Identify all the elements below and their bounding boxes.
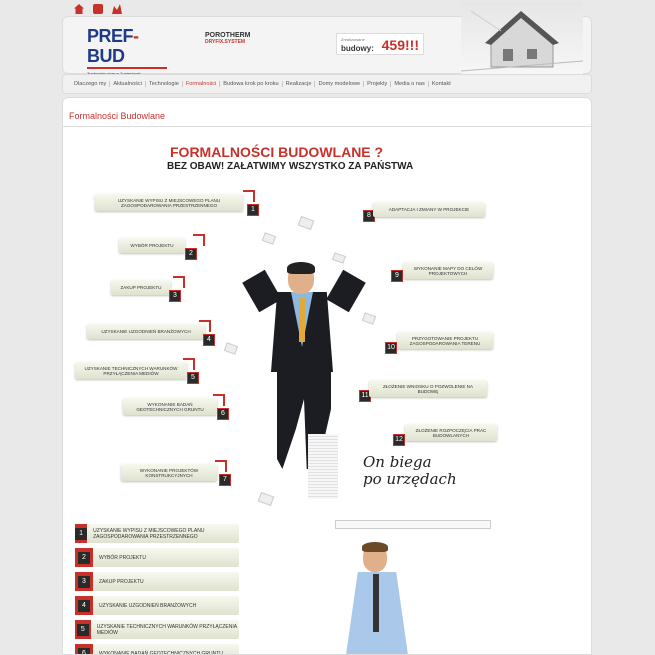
partner-system: DRYFIX.SYSTEM — [205, 39, 246, 45]
main-content — [62, 97, 592, 655]
banner-step-num: 9 — [391, 270, 403, 282]
banner-step-text: PRZYGOTOWANIE PROJEKTU ZAGOSPODAROWANIA TERENU — [409, 335, 481, 346]
rss-icon[interactable] — [93, 4, 103, 14]
detail-header-box — [335, 520, 491, 529]
banner-step-num: 1 — [247, 204, 259, 216]
logo-dash: - — [133, 26, 139, 46]
banner-step-num: 10 — [385, 342, 397, 354]
steps-list-section — [63, 518, 592, 655]
step-number-text: 2 — [78, 552, 90, 564]
list-item[interactable] — [75, 620, 239, 639]
list-item[interactable] — [75, 548, 239, 567]
banner-subtitle: BEZ OBAW! ZAŁATWIMY WSZYSTKO ZA PAŃSTWA — [167, 161, 414, 172]
step-number-text: 3 — [78, 576, 90, 588]
home-icon[interactable] — [74, 4, 84, 14]
step-label: UZYSKANIE UZGODNIEŃ BRANŻOWYCH — [99, 602, 197, 609]
step-number — [75, 596, 93, 615]
flying-paper — [258, 492, 275, 506]
step-connector — [193, 234, 205, 246]
banner-step-num: 11 — [359, 390, 371, 402]
paper-stack — [308, 434, 338, 499]
main-navigation — [62, 74, 592, 94]
list-item[interactable] — [75, 572, 239, 591]
step-connector — [215, 460, 227, 472]
banner-title: FORMALNOŚCI BUDOWLANE ? — [170, 144, 384, 160]
page-title: Formalności Budowlane — [69, 111, 166, 121]
step-number — [75, 644, 93, 655]
flying-paper — [362, 312, 376, 325]
nav-budowa-krok-po-kroku[interactable]: Budowa krok po kroku — [219, 81, 281, 87]
step-connector — [183, 358, 195, 370]
banner-step-2 — [119, 238, 185, 253]
counter-label: Zrealizowane — [341, 37, 365, 42]
banner-step-num: 5 — [187, 372, 199, 384]
banner-step-12 — [405, 424, 497, 441]
banner-step-num: 3 — [169, 290, 181, 302]
banner-step-7 — [121, 464, 217, 481]
flying-paper — [332, 252, 346, 264]
nav-dlaczego-my[interactable]: Dlaczego my — [74, 81, 107, 87]
step-number-text: 1 — [75, 528, 87, 540]
standing-man-photo — [341, 544, 413, 655]
flying-paper — [298, 216, 315, 230]
step-connector — [173, 276, 185, 288]
banner-step-text: ZŁOŻENIE WNIOSKU O POZWOLENIE NA BUDOWĘ — [382, 383, 474, 394]
banner-step-1 — [95, 194, 243, 211]
step-connector — [243, 190, 255, 202]
banner-step-num: 2 — [185, 248, 197, 260]
nav-media-o-nas[interactable]: Media o nas — [390, 81, 427, 87]
banner-step-text: WYKONANIE MAPY DO CELÓW PROJEKTOWYCH — [413, 265, 483, 276]
man-right-arm — [326, 270, 366, 312]
nav-projekty[interactable]: Projekty — [363, 81, 390, 87]
formalities-banner — [63, 134, 592, 514]
man-tie — [299, 298, 305, 342]
jumping-businessman-photo — [243, 264, 363, 484]
flying-paper — [224, 342, 238, 355]
nav-realizacje[interactable]: Realizacje — [282, 81, 315, 87]
logo-underline — [87, 67, 167, 69]
top-icon-bar — [74, 4, 122, 14]
banner-step-4 — [87, 324, 205, 339]
step-number-text: 5 — [77, 624, 89, 636]
banner-step-num: 7 — [219, 474, 231, 486]
banner-step-text: UZYSKANIE TECHNICZNYCH WARUNKÓW PRZYŁĄCZENIA MEDIÓW — [84, 365, 178, 376]
banner-step-3 — [111, 280, 171, 295]
banner-step-5 — [75, 362, 187, 379]
title-divider — [63, 126, 592, 127]
step-number — [75, 572, 93, 591]
step-label: UZYSKANIE WYPISU Z MIEJSCOWEGO PLANU ZAGOSPODAROWANIA PRZESTRZENNEGO — [93, 527, 205, 540]
slogan — [363, 454, 457, 488]
steps-list — [75, 524, 239, 655]
step-number — [75, 620, 91, 639]
banner-step-text: WYKONANIE PROJEKTÓW KONSTRUKCYJNYCH — [139, 467, 199, 478]
step-connector — [213, 394, 225, 406]
step-connector — [199, 320, 211, 332]
banner-step-11 — [369, 380, 487, 397]
list-item[interactable] — [75, 596, 239, 615]
step-number — [75, 524, 87, 543]
completed-builds-counter — [336, 33, 424, 55]
banner-step-text: ADAPTACJA I ZMIANY W PROJEKCIE — [388, 207, 470, 212]
step-number — [75, 548, 93, 567]
step-label: WYKONANIE BADAŃ GEOTECHNICZNYCH GRUNTU — [99, 650, 223, 655]
sitemap-icon[interactable] — [112, 4, 122, 14]
list-item[interactable] — [75, 644, 239, 655]
banner-step-6 — [123, 398, 217, 415]
nav-technologie[interactable]: Technologie — [145, 81, 182, 87]
banner-step-8 — [373, 202, 485, 217]
step-label: UZYSKANIE TECHNICZNYCH WARUNKÓW PRZYŁĄCZENIA MEDIÓW — [96, 623, 237, 636]
logo-name-part2: BUD — [87, 46, 125, 66]
person-hair — [362, 542, 388, 552]
counter-label-2: budowy: — [341, 44, 374, 53]
counter-value: 459!!! — [381, 37, 419, 53]
banner-step-text: WYKONANIE BADAŃ GEOTECHNICZNYCH GRUNTU — [136, 401, 204, 412]
slogan-line-2: po urzędach — [363, 470, 457, 488]
site-header — [62, 16, 592, 74]
banner-step-text: UZYSKANIE UZGODNIEŃ BRANŻOWYCH — [101, 329, 191, 334]
banner-step-num: 8 — [363, 210, 375, 222]
banner-step-text: UZYSKANIE WYPISU Z MIEJSCOWEGO PLANU ZAGOSPODAROWANIA PRZESTRZENNEGO — [117, 197, 221, 208]
banner-step-text: ZAKUP PROJEKTU — [120, 285, 162, 290]
banner-step-num: 12 — [393, 434, 405, 446]
step-number-text: 4 — [78, 600, 90, 612]
slogan-line-1: On biega — [363, 453, 432, 471]
nav-kontakt[interactable]: Kontakt — [428, 81, 454, 87]
step-label: ZAKUP PROJEKTU — [99, 578, 144, 585]
porotherm-logo[interactable] — [205, 32, 251, 45]
nav-aktualnosci[interactable]: Aktualności — [109, 81, 145, 87]
banner-step-text: WYBÓR PROJEKTU — [130, 243, 174, 248]
pref-bud-logo[interactable] — [87, 26, 167, 66]
nav-domy-modelowe[interactable]: Domy modelowe — [314, 81, 363, 87]
man-hair — [287, 262, 315, 274]
house-illustration — [461, 1, 583, 77]
banner-step-9 — [403, 262, 493, 279]
banner-step-text: ZŁOŻENIE ROZPOCZĘCIA PRAC BUDOWLANYCH — [415, 427, 487, 438]
partner-name: POROTHERM — [205, 32, 251, 39]
banner-step-10 — [397, 332, 493, 349]
banner-step-num: 4 — [203, 334, 215, 346]
list-item[interactable] — [75, 524, 239, 543]
logo-name-part1: PREF — [87, 26, 134, 46]
step-number-text: 6 — [78, 648, 90, 655]
nav-formalnosci[interactable]: Formalności — [182, 81, 219, 87]
step-label: WYBÓR PROJEKTU — [99, 554, 146, 561]
banner-step-num: 6 — [217, 408, 229, 420]
man-left-arm — [242, 270, 282, 312]
person-tie — [373, 574, 379, 632]
flying-paper — [262, 232, 276, 245]
